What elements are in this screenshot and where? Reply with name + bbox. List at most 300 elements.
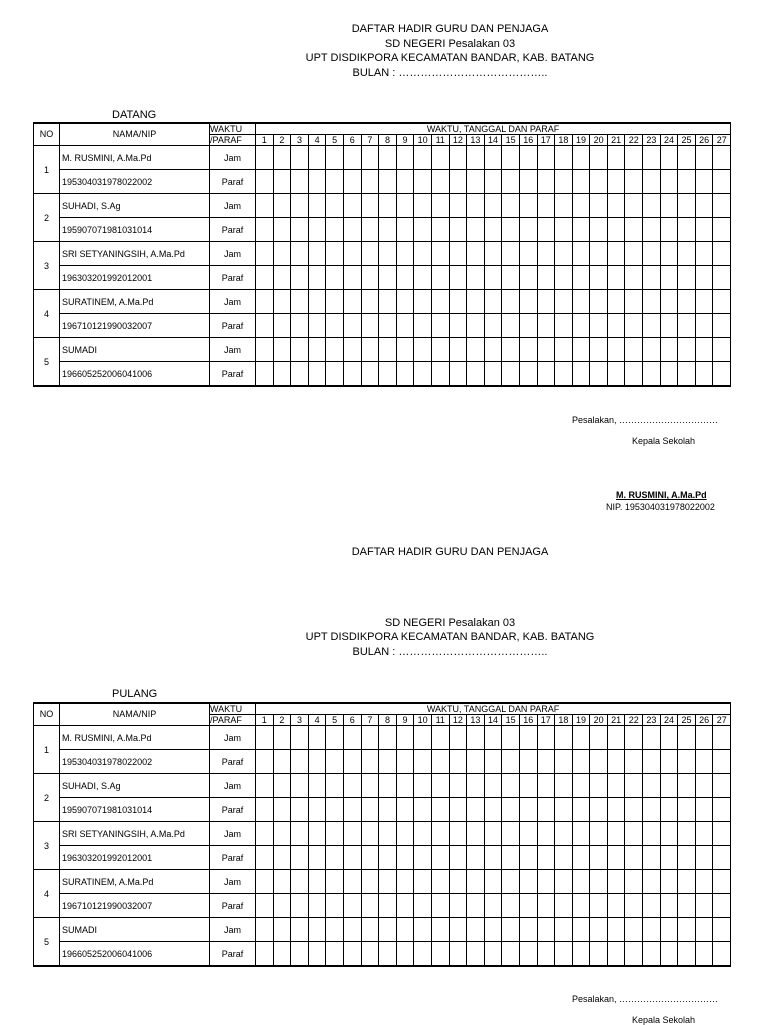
staff-no: 2 bbox=[34, 194, 60, 242]
attendance-cell bbox=[502, 870, 520, 894]
signature-cell bbox=[519, 942, 537, 967]
signature-cell bbox=[273, 218, 291, 242]
signature-cell bbox=[572, 750, 590, 774]
day-header: 20 bbox=[590, 715, 608, 726]
day-header: 6 bbox=[343, 135, 361, 146]
signature-cell bbox=[449, 314, 467, 338]
attendance-cell bbox=[484, 290, 502, 314]
attendance-cell bbox=[537, 242, 555, 266]
signature-cell bbox=[396, 798, 414, 822]
signature-cell bbox=[607, 314, 625, 338]
attendance-cell bbox=[414, 146, 432, 170]
signature-cell bbox=[326, 218, 344, 242]
signature-cell bbox=[273, 170, 291, 194]
signature-cell bbox=[414, 170, 432, 194]
signature-cell bbox=[256, 218, 274, 242]
staff-no: 3 bbox=[34, 242, 60, 290]
signature-cell bbox=[660, 218, 678, 242]
attendance-cell bbox=[431, 918, 449, 942]
day-header: 21 bbox=[607, 135, 625, 146]
staff-name: SRI SETYANINGSIH, A.Ma.Pd bbox=[60, 242, 210, 266]
day-header: 13 bbox=[467, 715, 485, 726]
attendance-cell bbox=[361, 774, 379, 798]
attendance-cell bbox=[695, 194, 713, 218]
signature-cell bbox=[502, 314, 520, 338]
day-header: 26 bbox=[695, 715, 713, 726]
signature-cell bbox=[361, 894, 379, 918]
signature-cell bbox=[555, 170, 573, 194]
school-name-2: SD NEGERI Pesalakan 03 bbox=[384, 617, 516, 629]
signature-cell bbox=[256, 314, 274, 338]
attendance-cell bbox=[431, 870, 449, 894]
signature-cell bbox=[713, 750, 731, 774]
signature-cell bbox=[590, 798, 608, 822]
staff-nip: 195304031978022002 bbox=[60, 750, 210, 774]
attendance-cell bbox=[273, 774, 291, 798]
signature-cell bbox=[379, 266, 397, 290]
attendance-cell bbox=[695, 870, 713, 894]
signature-cell bbox=[361, 170, 379, 194]
attendance-cell bbox=[572, 290, 590, 314]
attendance-cell bbox=[695, 726, 713, 750]
day-header: 9 bbox=[396, 135, 414, 146]
signature-cell bbox=[502, 218, 520, 242]
paraf-label: Paraf bbox=[210, 894, 256, 918]
col-header-span-title: WAKTU, TANGGAL DAN PARAF bbox=[256, 123, 731, 135]
signature-cell bbox=[713, 894, 731, 918]
signature-cell bbox=[326, 750, 344, 774]
day-header: 23 bbox=[643, 715, 661, 726]
attendance-cell bbox=[343, 870, 361, 894]
attendance-cell bbox=[555, 242, 573, 266]
attendance-cell bbox=[643, 726, 661, 750]
attendance-cell bbox=[643, 242, 661, 266]
attendance-cell bbox=[396, 194, 414, 218]
attendance-cell bbox=[273, 194, 291, 218]
signer-nip: NIP. 195304031978022002 bbox=[606, 502, 715, 512]
signature-cell bbox=[607, 798, 625, 822]
signature-cell bbox=[273, 894, 291, 918]
attendance-cell bbox=[555, 774, 573, 798]
attendance-cell bbox=[590, 774, 608, 798]
attendance-cell bbox=[308, 726, 326, 750]
attendance-cell bbox=[607, 146, 625, 170]
signature-cell bbox=[537, 218, 555, 242]
staff-no: 4 bbox=[34, 290, 60, 338]
day-header: 22 bbox=[625, 135, 643, 146]
signature-cell bbox=[555, 314, 573, 338]
signature-cell bbox=[308, 846, 326, 870]
signature-cell bbox=[660, 846, 678, 870]
signature-cell bbox=[414, 942, 432, 967]
attendance-cell bbox=[343, 822, 361, 846]
signature-cell bbox=[519, 314, 537, 338]
attendance-cell bbox=[308, 194, 326, 218]
col-header-no: NO bbox=[34, 123, 60, 146]
signature-cell bbox=[643, 266, 661, 290]
attendance-cell bbox=[519, 146, 537, 170]
signature-cell bbox=[361, 314, 379, 338]
attendance-cell bbox=[502, 242, 520, 266]
attendance-cell bbox=[256, 726, 274, 750]
day-header: 7 bbox=[361, 135, 379, 146]
signature-cell bbox=[555, 362, 573, 387]
signature-cell bbox=[396, 750, 414, 774]
attendance-cell bbox=[343, 918, 361, 942]
staff-nip: 196710121990032007 bbox=[60, 894, 210, 918]
attendance-cell bbox=[713, 194, 731, 218]
attendance-cell bbox=[625, 194, 643, 218]
attendance-cell bbox=[326, 290, 344, 314]
attendance-cell bbox=[643, 338, 661, 362]
signature-cell bbox=[537, 170, 555, 194]
signature-cell bbox=[695, 314, 713, 338]
signature-cell bbox=[431, 798, 449, 822]
attendance-cell bbox=[590, 290, 608, 314]
day-header: 24 bbox=[660, 135, 678, 146]
day-header: 7 bbox=[361, 715, 379, 726]
day-header: 27 bbox=[713, 715, 731, 726]
attendance-cell bbox=[555, 822, 573, 846]
attendance-cell bbox=[643, 146, 661, 170]
attendance-cell bbox=[361, 290, 379, 314]
staff-name: SUMADI bbox=[60, 918, 210, 942]
signature-cell bbox=[484, 894, 502, 918]
attendance-cell bbox=[555, 194, 573, 218]
signature-cell bbox=[291, 894, 309, 918]
signature-cell bbox=[660, 266, 678, 290]
signature-cell bbox=[431, 218, 449, 242]
attendance-cell bbox=[326, 774, 344, 798]
attendance-cell bbox=[625, 918, 643, 942]
attendance-cell bbox=[678, 146, 696, 170]
attendance-cell bbox=[361, 822, 379, 846]
attendance-cell bbox=[607, 774, 625, 798]
signature-cell bbox=[502, 170, 520, 194]
attendance-cell bbox=[414, 774, 432, 798]
staff-name: SUMADI bbox=[60, 338, 210, 362]
attendance-cell bbox=[519, 918, 537, 942]
signature-cell bbox=[607, 942, 625, 967]
staff-name: SUHADI, S.Ag bbox=[60, 194, 210, 218]
signature-cell bbox=[519, 750, 537, 774]
attendance-cell bbox=[396, 242, 414, 266]
signature-cell bbox=[291, 218, 309, 242]
attendance-cell bbox=[273, 822, 291, 846]
signature-cell bbox=[449, 894, 467, 918]
staff-name: SURATINEM, A.Ma.Pd bbox=[60, 290, 210, 314]
signature-cell bbox=[431, 266, 449, 290]
signature-cell bbox=[590, 750, 608, 774]
signature-cell bbox=[467, 942, 485, 967]
attendance-cell bbox=[326, 726, 344, 750]
signature-cell bbox=[291, 314, 309, 338]
attendance-cell bbox=[273, 870, 291, 894]
signature-cell bbox=[695, 170, 713, 194]
signature-cell bbox=[256, 170, 274, 194]
signature-cell bbox=[572, 942, 590, 967]
attendance-cell bbox=[537, 146, 555, 170]
signature-cell bbox=[326, 314, 344, 338]
signature-cell bbox=[502, 846, 520, 870]
signature-cell bbox=[414, 846, 432, 870]
attendance-cell bbox=[361, 726, 379, 750]
signature-cell bbox=[308, 750, 326, 774]
attendance-cell bbox=[660, 146, 678, 170]
signature-cell bbox=[537, 942, 555, 967]
signature-cell bbox=[484, 314, 502, 338]
signature-cell bbox=[660, 894, 678, 918]
attendance-cell bbox=[713, 726, 731, 750]
attendance-cell bbox=[467, 290, 485, 314]
attendance-cell bbox=[431, 774, 449, 798]
signature-cell bbox=[572, 798, 590, 822]
attendance-cell bbox=[431, 338, 449, 362]
staff-no: 5 bbox=[34, 918, 60, 967]
signature-cell bbox=[326, 362, 344, 387]
signature-cell bbox=[414, 750, 432, 774]
attendance-cell bbox=[607, 822, 625, 846]
day-header: 16 bbox=[519, 715, 537, 726]
signature-cell bbox=[607, 218, 625, 242]
attendance-cell bbox=[256, 290, 274, 314]
signature-cell bbox=[713, 266, 731, 290]
page-title-2: DAFTAR HADIR GURU DAN PENJAGA bbox=[351, 546, 549, 558]
attendance-cell bbox=[467, 822, 485, 846]
signature-cell bbox=[537, 266, 555, 290]
signature-cell bbox=[291, 846, 309, 870]
attendance-cell bbox=[695, 918, 713, 942]
staff-nip: 195907071981031014 bbox=[60, 218, 210, 242]
attendance-cell bbox=[555, 146, 573, 170]
signature-cell bbox=[537, 798, 555, 822]
attendance-cell bbox=[572, 338, 590, 362]
signature-cell bbox=[414, 314, 432, 338]
attendance-cell bbox=[256, 242, 274, 266]
signature-cell bbox=[519, 798, 537, 822]
attendance-cell bbox=[291, 870, 309, 894]
staff-no: 5 bbox=[34, 338, 60, 387]
attendance-cell bbox=[431, 146, 449, 170]
signature-cell bbox=[273, 798, 291, 822]
attendance-cell bbox=[361, 242, 379, 266]
day-header: 12 bbox=[449, 715, 467, 726]
signature-cell bbox=[502, 894, 520, 918]
signature-cell bbox=[396, 170, 414, 194]
signature-cell bbox=[467, 218, 485, 242]
attendance-cell bbox=[484, 726, 502, 750]
day-header: 11 bbox=[431, 135, 449, 146]
signature-cell bbox=[713, 846, 731, 870]
attendance-cell bbox=[660, 822, 678, 846]
signature-cell bbox=[379, 798, 397, 822]
attendance-cell bbox=[361, 918, 379, 942]
attendance-cell bbox=[590, 146, 608, 170]
staff-nip: 195907071981031014 bbox=[60, 798, 210, 822]
attendance-cell bbox=[484, 146, 502, 170]
signature-cell bbox=[467, 750, 485, 774]
signature-cell bbox=[590, 894, 608, 918]
attendance-cell bbox=[607, 338, 625, 362]
signature-cell bbox=[361, 942, 379, 967]
attendance-cell bbox=[660, 774, 678, 798]
col-header-waktu: WAKTU bbox=[210, 123, 256, 135]
attendance-cell bbox=[449, 194, 467, 218]
attendance-cell bbox=[713, 338, 731, 362]
signature-cell bbox=[361, 750, 379, 774]
jam-label: Jam bbox=[210, 290, 256, 314]
attendance-cell bbox=[555, 290, 573, 314]
signature-cell bbox=[343, 750, 361, 774]
attendance-cell bbox=[431, 726, 449, 750]
attendance-cell bbox=[308, 338, 326, 362]
attendance-cell bbox=[308, 918, 326, 942]
signature-cell bbox=[431, 750, 449, 774]
signature-cell bbox=[695, 218, 713, 242]
jam-label: Jam bbox=[210, 726, 256, 750]
attendance-cell bbox=[431, 290, 449, 314]
signature-cell bbox=[326, 846, 344, 870]
signature-cell bbox=[590, 362, 608, 387]
attendance-cell bbox=[555, 918, 573, 942]
signature-cell bbox=[607, 846, 625, 870]
attendance-cell bbox=[484, 918, 502, 942]
attendance-cell bbox=[572, 774, 590, 798]
attendance-cell bbox=[343, 726, 361, 750]
signature-cell bbox=[484, 218, 502, 242]
attendance-cell bbox=[449, 338, 467, 362]
signature-cell bbox=[695, 362, 713, 387]
signature-cell bbox=[625, 798, 643, 822]
section-label-datang: DATANG bbox=[112, 109, 157, 121]
signature-cell bbox=[484, 170, 502, 194]
signature-cell bbox=[660, 314, 678, 338]
signature-cell bbox=[343, 314, 361, 338]
signature-cell bbox=[449, 266, 467, 290]
attendance-cell bbox=[625, 774, 643, 798]
day-header: 2 bbox=[273, 135, 291, 146]
attendance-cell bbox=[308, 290, 326, 314]
attendance-cell bbox=[484, 774, 502, 798]
attendance-cell bbox=[467, 146, 485, 170]
paraf-label: Paraf bbox=[210, 266, 256, 290]
attendance-cell bbox=[326, 822, 344, 846]
day-header: 17 bbox=[537, 135, 555, 146]
attendance-cell bbox=[590, 242, 608, 266]
attendance-cell bbox=[643, 194, 661, 218]
signature-cell bbox=[572, 362, 590, 387]
attendance-cell bbox=[379, 726, 397, 750]
signature-cell bbox=[678, 846, 696, 870]
signature-cell bbox=[308, 314, 326, 338]
section-label-pulang: PULANG bbox=[112, 688, 158, 700]
signature-cell bbox=[519, 218, 537, 242]
signature-cell bbox=[555, 942, 573, 967]
signature-cell bbox=[572, 894, 590, 918]
attendance-cell bbox=[256, 918, 274, 942]
signature-cell bbox=[326, 942, 344, 967]
signature-cell bbox=[660, 750, 678, 774]
attendance-cell bbox=[467, 726, 485, 750]
attendance-cell bbox=[643, 774, 661, 798]
signature-cell bbox=[643, 798, 661, 822]
signature-cell bbox=[643, 170, 661, 194]
signature-cell bbox=[396, 942, 414, 967]
attendance-cell bbox=[537, 870, 555, 894]
attendance-cell bbox=[431, 194, 449, 218]
signature-cell bbox=[713, 170, 731, 194]
signature-cell bbox=[643, 750, 661, 774]
signature-cell bbox=[308, 266, 326, 290]
attendance-cell bbox=[695, 290, 713, 314]
signature-cell bbox=[273, 942, 291, 967]
attendance-cell bbox=[414, 870, 432, 894]
attendance-cell bbox=[572, 870, 590, 894]
signer-position-2: Kepala Sekolah bbox=[632, 1015, 696, 1025]
attendance-cell bbox=[678, 338, 696, 362]
jam-label: Jam bbox=[210, 918, 256, 942]
attendance-cell bbox=[572, 146, 590, 170]
signature-cell bbox=[431, 942, 449, 967]
attendance-cell bbox=[502, 726, 520, 750]
signature-cell bbox=[537, 362, 555, 387]
signer-name: M. RUSMINI, A.Ma.Pd bbox=[616, 490, 707, 500]
day-header: 15 bbox=[502, 135, 520, 146]
attendance-cell bbox=[607, 870, 625, 894]
signature-cell bbox=[607, 170, 625, 194]
attendance-cell bbox=[414, 290, 432, 314]
day-header: 3 bbox=[291, 715, 309, 726]
day-header: 10 bbox=[414, 135, 432, 146]
attendance-cell bbox=[361, 870, 379, 894]
signature-cell bbox=[484, 846, 502, 870]
attendance-cell bbox=[695, 822, 713, 846]
attendance-cell bbox=[519, 774, 537, 798]
attendance-cell bbox=[379, 822, 397, 846]
attendance-cell bbox=[291, 194, 309, 218]
attendance-cell bbox=[572, 822, 590, 846]
signature-cell bbox=[625, 942, 643, 967]
col-header-span-title: WAKTU, TANGGAL DAN PARAF bbox=[256, 703, 731, 715]
attendance-cell bbox=[326, 242, 344, 266]
day-header: 21 bbox=[607, 715, 625, 726]
signature-cell bbox=[414, 218, 432, 242]
day-header: 14 bbox=[484, 135, 502, 146]
attendance-cell bbox=[713, 822, 731, 846]
attendance-cell bbox=[519, 726, 537, 750]
signature-cell bbox=[502, 750, 520, 774]
attendance-cell bbox=[484, 194, 502, 218]
staff-no: 1 bbox=[34, 726, 60, 774]
signature-cell bbox=[713, 942, 731, 967]
signature-cell bbox=[590, 266, 608, 290]
signature-cell bbox=[449, 750, 467, 774]
signature-cell bbox=[396, 314, 414, 338]
attendance-cell bbox=[431, 242, 449, 266]
signature-cell bbox=[678, 218, 696, 242]
signature-cell bbox=[555, 846, 573, 870]
signature-cell bbox=[414, 798, 432, 822]
attendance-cell bbox=[291, 338, 309, 362]
day-header: 6 bbox=[343, 715, 361, 726]
signature-cell bbox=[326, 170, 344, 194]
signature-cell bbox=[343, 846, 361, 870]
signature-cell bbox=[660, 798, 678, 822]
attendance-cell bbox=[537, 290, 555, 314]
attendance-cell bbox=[291, 726, 309, 750]
attendance-cell bbox=[678, 870, 696, 894]
day-header: 2 bbox=[273, 715, 291, 726]
